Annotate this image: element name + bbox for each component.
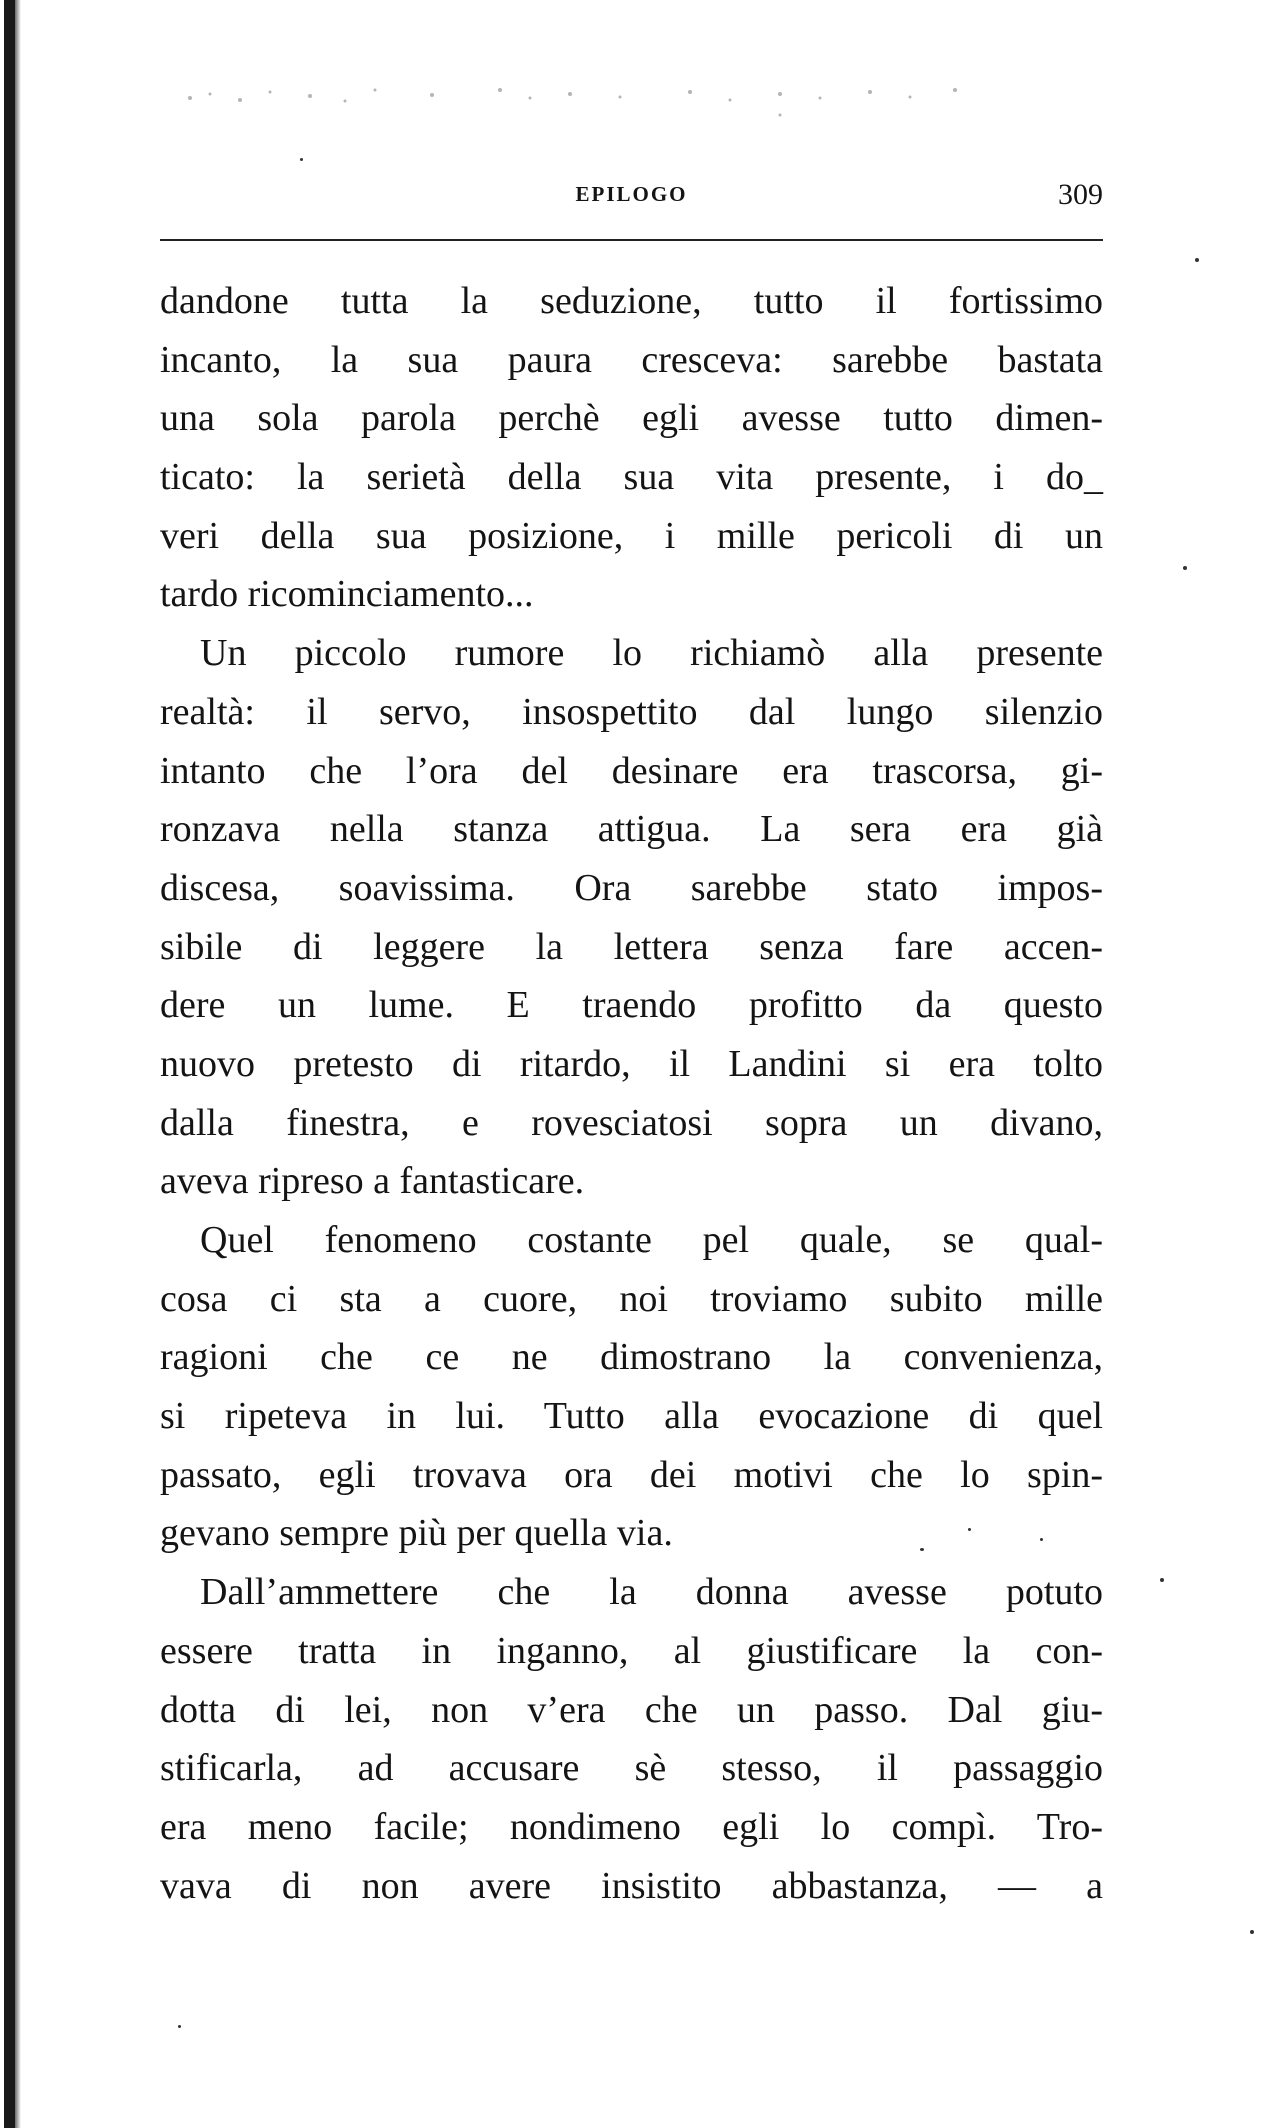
- header-rule: [160, 239, 1103, 241]
- binding-shadow: [15, 0, 21, 2128]
- text-line: dandone tutta la seduzione, tutto il fortissimo: [160, 280, 1103, 322]
- text-line: realtà: il servo, insospettito dal lungo silenzio: [160, 690, 1103, 733]
- text-line: sibile di leggere la lettera senza fare accen-: [160, 925, 1103, 968]
- binding-edge: [4, 0, 15, 2128]
- text-line: era meno facile; nondimeno egli lo compì. Tro-: [160, 1805, 1103, 1848]
- text-line: tardo ricominciamento...: [160, 573, 534, 616]
- text-line: Un piccolo rumore lo richiamò alla presente: [200, 632, 1103, 675]
- text-line: vava di non avere insistito abbastanza, — a: [160, 1864, 1103, 1907]
- text-line: incanto, la sua paura cresceva: sarebbe bastata: [160, 338, 1103, 381]
- running-title: EPILOGO: [575, 182, 688, 206]
- page-header: [160, 178, 1103, 224]
- text-line: dotta di lei, non v’era che un passo. Dal giu-: [160, 1688, 1103, 1731]
- body-text: [160, 272, 1103, 1915]
- text-line: ticato: la serietà della sua vita presente, i do_: [160, 456, 1103, 499]
- paper-speck: [1183, 566, 1187, 570]
- text-line: intanto che l’ora del desinare era trascorsa, gi-: [160, 749, 1103, 792]
- text-line: essere tratta in inganno, al giustificare la con-: [160, 1629, 1103, 1672]
- text-line: cosa ci sta a cuore, noi troviamo subito mille: [160, 1277, 1103, 1320]
- paper-speck: [968, 1528, 971, 1531]
- text-line: dalla finestra, e rovesciatosi sopra un divano,: [160, 1101, 1103, 1144]
- text-line: nuovo pretesto di ritardo, il Landini si era tolto: [160, 1042, 1103, 1085]
- text-line: Quel fenomeno costante pel quale, se qual-: [200, 1219, 1103, 1261]
- text-line: stificarla, ad accusare sè stesso, il passaggio: [160, 1747, 1103, 1790]
- paper-speck: [178, 2025, 181, 2028]
- paper-speck: [920, 1548, 924, 1551]
- paper-speck: [1040, 1538, 1043, 1541]
- text-line: ronzava nella stanza attigua. La sera era già: [160, 808, 1103, 851]
- text-line: passato, egli trovava ora dei motivi che lo spin-: [160, 1453, 1103, 1496]
- text-line: dere un lume. E traendo profitto da questo: [160, 984, 1103, 1027]
- text-line: una sola parola perchè egli avesse tutto dimen-: [160, 397, 1103, 440]
- bleed-through-marks: [170, 70, 990, 130]
- text-line: gevano sempre più per quella via.: [160, 1512, 673, 1555]
- paper-speck: [1160, 1578, 1164, 1582]
- text-line: aveva ripreso a fantasticare.: [160, 1160, 585, 1203]
- paper-speck: [1195, 258, 1199, 262]
- text-line: veri della sua posizione, i mille pericoli di un: [160, 514, 1103, 557]
- paper-speck: [1250, 1930, 1254, 1934]
- text-line: discesa, soavissima. Ora sarebbe stato impos-: [160, 866, 1103, 909]
- text-line: ragioni che ce ne dimostrano la convenienza,: [160, 1336, 1103, 1379]
- page-number: 309: [1058, 178, 1103, 211]
- text-line: Dall’ammettere che la donna avesse potuto: [200, 1571, 1103, 1614]
- text-line: si ripeteva in lui. Tutto alla evocazione di quel: [160, 1395, 1103, 1438]
- paper-speck: [300, 158, 303, 161]
